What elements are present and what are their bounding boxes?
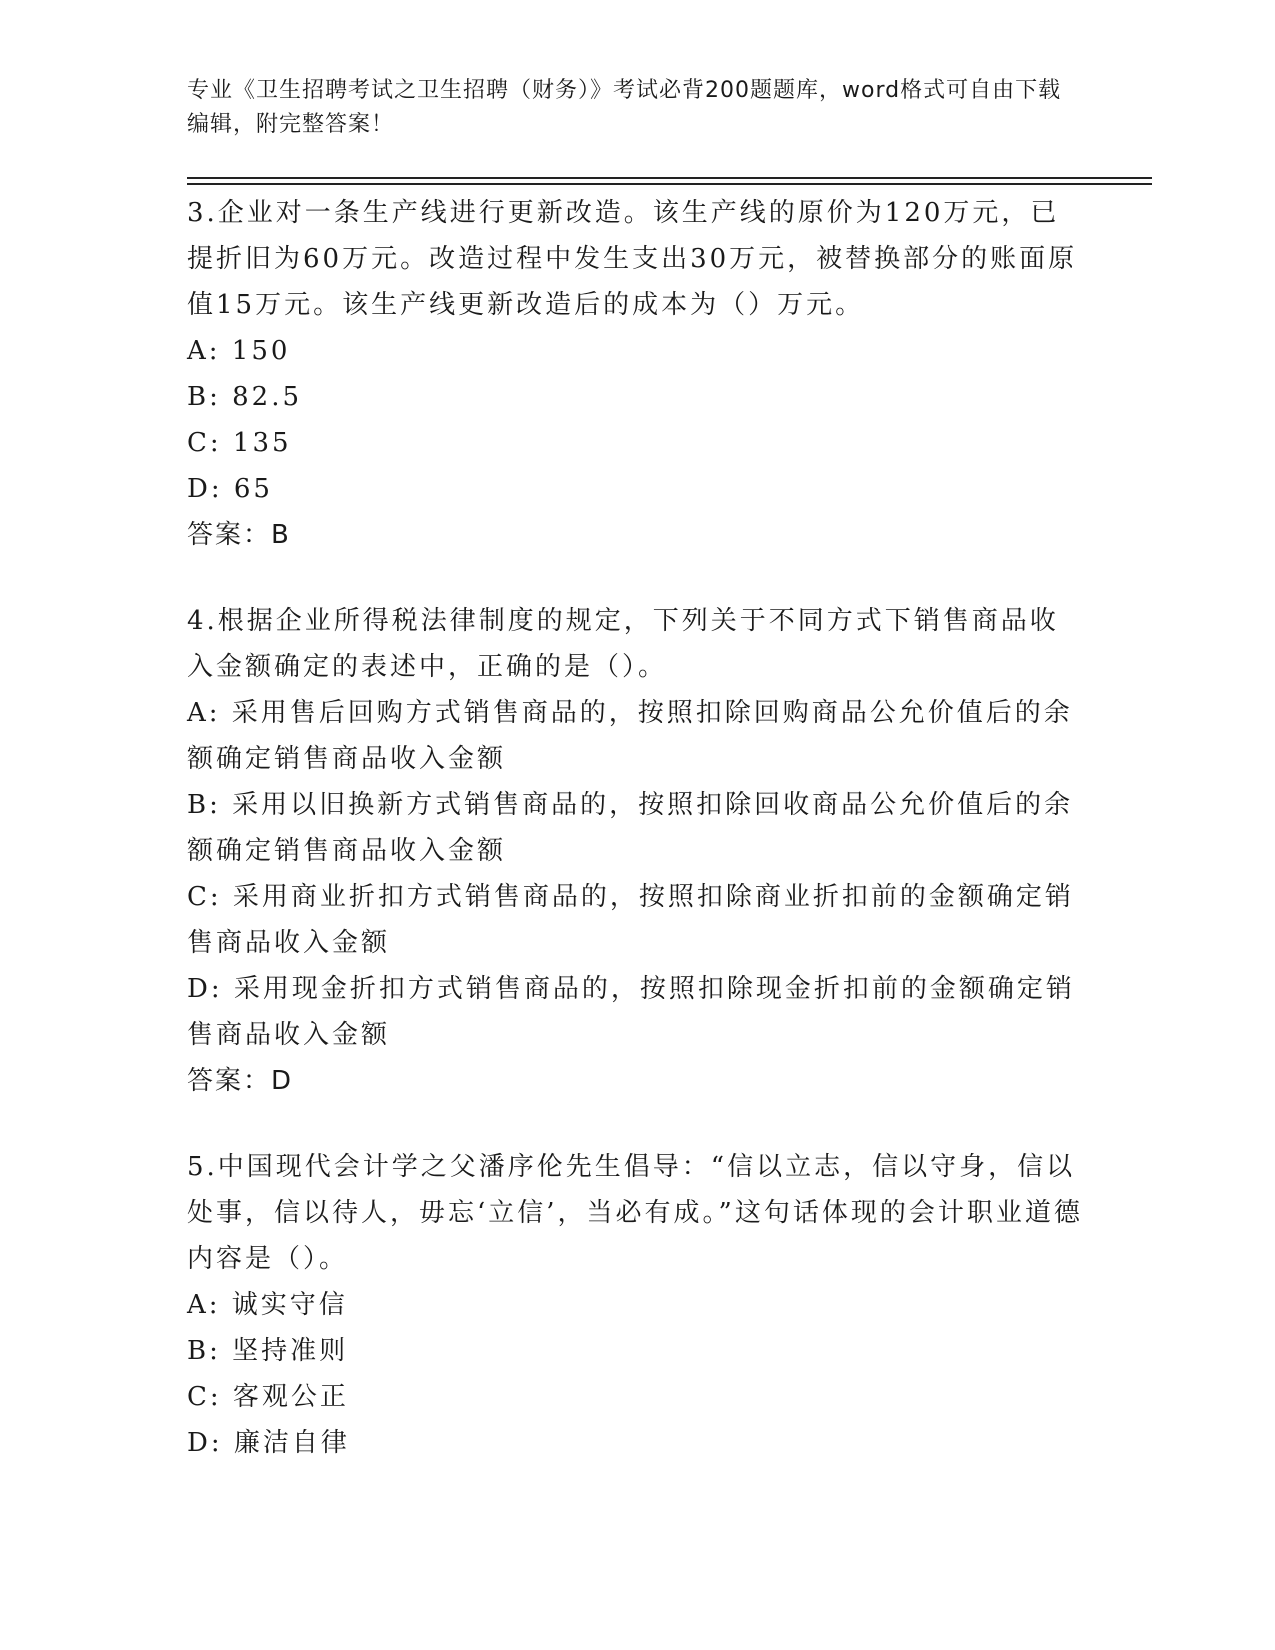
option-a: A: 诚实守信 <box>187 1290 348 1320</box>
question-list <box>187 190 1087 1506</box>
header-divider-bottom <box>187 183 1152 185</box>
option-d: D: 廉洁自律 <box>187 1428 350 1458</box>
option-c: C: 采用商业折扣方式销售商品的，按照扣除商业折扣前的金额确定销售商品收入金额 <box>187 882 1074 958</box>
question-5 <box>187 1144 1087 1466</box>
option-d: D: 采用现金折扣方式销售商品的，按照扣除现金折扣前的金额确定销售商品收入金额 <box>187 974 1075 1050</box>
option-a: A: 150 <box>187 336 291 366</box>
question-4 <box>187 598 1087 1104</box>
option-c: C: 135 <box>187 428 292 458</box>
option-b: B: 采用以旧换新方式销售商品的，按照扣除回收商品公允价值后的余额确定销售商品收入金额 <box>187 790 1074 866</box>
option-c: C: 客观公正 <box>187 1382 349 1412</box>
answer-label: 答案：B <box>187 520 291 550</box>
option-b: B: 坚持准则 <box>187 1336 349 1366</box>
option-a: A: 采用售后回购方式销售商品的，按照扣除回购商品公允价值后的余额确定销售商品收入金额 <box>187 698 1073 774</box>
document-header: 专业《卫生招聘考试之卫生招聘（财务）》考试必背200题题库，word格式可自由下载编辑，附完整答案！ <box>187 78 1062 137</box>
header-divider-top <box>187 177 1152 179</box>
question-stem: 4.根据企业所得税法律制度的规定，下列关于不同方式下销售商品收入金额确定的表述中，正确的是（）。 <box>187 606 1059 682</box>
question-stem: 5.中国现代会计学之父潘序伦先生倡导：“信以立志，信以守身，信以处事，信以待人，毋忘‘立信’，当必有成。”这句话体现的会计职业道德内容是（）。 <box>187 1152 1083 1274</box>
question-stem: 3.企业对一条生产线进行更新改造。该生产线的原价为120万元，已提折旧为60万元。改造过程中发生支出30万元，被替换部分的账面原值15万元。该生产线更新改造后的成本为（）万元。 <box>187 198 1078 320</box>
question-3 <box>187 190 1087 558</box>
answer-label: 答案：D <box>187 1066 294 1096</box>
option-b: B: 82.5 <box>187 382 303 412</box>
option-d: D: 65 <box>187 474 273 504</box>
